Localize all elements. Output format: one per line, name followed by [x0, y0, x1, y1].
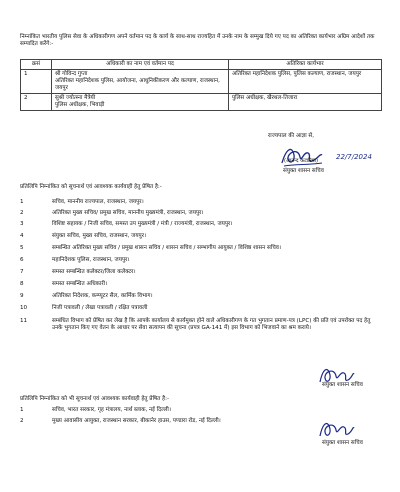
list-item: मुख्य आवासीय आयुक्त, राजस्थान सरकार, बीकानेर हाउस, पण्डारा रोड, नई दिल्ली। — [52, 418, 221, 424]
list-item: संयुक्त सचिव, मुख्य सचिव, राजस्थान, जयपुर। — [52, 233, 147, 239]
row-charge: पुलिस अधीक्षक, खैरथल-तिजारा — [229, 94, 382, 111]
officer-name: श्री गोविन्द गुप्ता — [55, 71, 88, 77]
list-number: 1 — [20, 199, 24, 205]
signatory-name: (आनन्द कटारिया) — [284, 158, 318, 164]
header-officer: अधिकारी का नाम एवं वर्तमान पद — [52, 60, 229, 70]
list-item: महानिदेशक पुलिस, राजस्थान, जयपुर। — [52, 257, 130, 263]
list-item: सम्बन्धित अतिरिक्त मुख्य सचिव / प्रमुख शासन सचिव / शासन सचिव / सम्भागीय आयुक्त / विशिष्ठ शासन सचिव। — [52, 245, 282, 251]
signature-mark — [278, 141, 326, 171]
row-sn: 1 — [21, 70, 52, 94]
officer-name: सुश्री ज्योत्स्ना मैत्रेयी — [55, 95, 96, 101]
list-number: 2 — [20, 418, 24, 424]
officer-post: पुलिस अधीक्षक, भिवाड़ी — [55, 102, 105, 108]
list-number: 8 — [20, 281, 24, 287]
list-number: 1 — [20, 407, 24, 413]
list-item: अतिरिक्त मुख्य सचिव/ प्रमुख सचिव, माननीय मुख्यमंत्री, राजस्थान, जयपुर। — [52, 210, 204, 216]
officer-post: अतिरिक्त महानिदेशक पुलिस, आयोजना, आधुनिकीकरण और कल्याण, राजस्थान, जयपुर — [55, 78, 220, 91]
row-officer — [52, 70, 229, 94]
list-item: अतिरिक्त निदेशक, कम्प्यूटर सैल, कार्मिक विभाग। — [52, 293, 153, 299]
list-number: 5 — [20, 245, 24, 251]
copy2-heading: प्रतिलिपि निम्नांकित को भी सूचनार्थ एवं आवश्यक कार्यवाही हेतु प्रेषित है:- — [20, 396, 169, 402]
row-charge: अतिरिक्त महानिदेशक पुलिस, पुलिस कल्याण, राजस्थान, जयपुर — [229, 70, 382, 94]
row-officer — [52, 94, 229, 111]
list-item: समस्त सम्बन्धित अधिकारी। — [52, 281, 108, 287]
signatory-post: संयुक्त शासन सचिव — [283, 168, 324, 174]
table-row — [21, 94, 382, 111]
signature-date: 22/7/2024 — [336, 153, 372, 161]
header-sn: क्रसं — [21, 60, 52, 70]
list-number: 11 — [20, 318, 28, 324]
row-sn: 2 — [21, 94, 52, 111]
signature-mark — [316, 416, 356, 442]
intro-paragraph: निम्नांकित भारतीय पुलिस सेवा के अधिकारीगण अपने वर्तमान पद के कार्य के साथ-साथ राज्यहित में उनके नाम के सम्मुख दिये गए पद का अतिरिक्त कार्यभार अग्रिम आदेशों तक सम्पादित करेंगे:- — [20, 34, 375, 47]
copy1-signatory-post: संयुक्त शासन सचिव — [322, 382, 363, 388]
table-row — [21, 70, 382, 94]
list-item: समस्त सम्बन्धित कलेक्टर/जिला कलेक्टर। — [52, 269, 136, 275]
copy2-signatory-post: संयुक्त शासन सचिव — [322, 440, 363, 446]
list-number: 10 — [20, 305, 28, 311]
list-number: 7 — [20, 269, 24, 275]
list-item: सम्बंधित विभाग को प्रेषित कर लेख है कि आपके कार्यालय से कार्यमुक्त होने वाले अधिकारीगण के गत भुगतान प्रमाण-पत्र (LPC) की प्रति एवं उपरोक्त पद हेतु उनके भुगतान किए गए वेतन के आधार पर सेवा सत्यापन की सूचना (प्रपत्र GA-141 में) इस विभाग को भिजवाने का श्रम कराये। — [52, 318, 371, 331]
list-number: 2 — [20, 210, 24, 216]
table-header-row — [21, 60, 382, 70]
list-number: 4 — [20, 233, 24, 239]
list-number: 3 — [20, 221, 24, 227]
charge-table — [20, 59, 382, 111]
list-item: विशिष्ट सहायक / निजी सचिव, समस्त उप मुख्यमंत्री / मंत्री / राज्यमंत्री, राजस्थान, जयपुर। — [52, 221, 233, 227]
list-item: सचिव, माननीय राज्यपाल, राजस्थान, जयपुर। — [52, 199, 144, 205]
list-item: सचिव, भारत सरकार, गृह मंत्रालय, नार्थ ब्लाक, नई दिल्ली। — [52, 407, 171, 413]
list-number: 9 — [20, 293, 24, 299]
list-number: 6 — [20, 257, 24, 263]
copy1-heading: प्रतिलिपि निम्नांकित को सूचनार्थ एवं आवश्यक कार्यवाही हेतु प्रेषित है:- — [20, 184, 162, 190]
order-by: राज्यपाल की आज्ञा से, — [268, 133, 314, 139]
list-item: निजी पत्रावली / लेखा पत्रावली / रक्षित पत्रावली — [52, 305, 148, 311]
header-charge: अतिरिक्त कार्यभार — [229, 60, 382, 70]
